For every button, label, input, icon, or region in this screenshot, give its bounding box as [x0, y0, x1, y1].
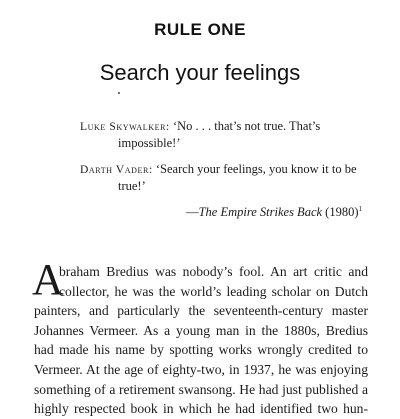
- body-line: Johannes Vermeer. As a young man in the 1880s, Bredius: [34, 322, 368, 338]
- body-line: Vermeer. At the age of eighty-two, in 1937, he was enjoying: [34, 361, 368, 377]
- attribution-year: (1980): [322, 205, 359, 219]
- body-line: something of a retirement swansong. He had just published a: [34, 381, 368, 397]
- epigraph: [80, 118, 380, 230]
- chapter-title: Search your feelings: [99, 60, 301, 85]
- body-line: painters, and particularly the seventeenth-century master: [34, 303, 368, 319]
- drop-cap: A: [32, 255, 64, 304]
- body-line: had made his name by spotting works wrongly credited to: [34, 342, 368, 358]
- epigraph-speaker: Darth Vader:: [80, 164, 153, 176]
- epigraph-quote: ‘No . . . that’s not true. That’s impossible!’: [118, 119, 321, 150]
- print-speck: [118, 92, 120, 94]
- attribution-work: The Empire Strikes Back: [198, 205, 323, 219]
- epigraph-line: [80, 161, 380, 194]
- body-paragraph: [32, 255, 368, 419]
- epigraph-attribution: [80, 204, 380, 220]
- body-line: highly respected book in which he had identified two hun-: [34, 401, 368, 417]
- chapter-label: RULE ONE: [154, 20, 246, 39]
- epigraph-speaker: Luke Skywalker:: [80, 121, 170, 133]
- body-line: collector, he was the world’s leading scholar on Dutch: [59, 283, 368, 299]
- epigraph-quote: ‘Search your feelings, you know it to be true!’: [118, 162, 357, 193]
- body-line: braham Bredius was nobody’s fool. An art critic and: [59, 264, 368, 279]
- footnote-marker: 1: [358, 204, 362, 213]
- epigraph-line: [80, 118, 380, 151]
- attribution-dash: —: [186, 205, 199, 219]
